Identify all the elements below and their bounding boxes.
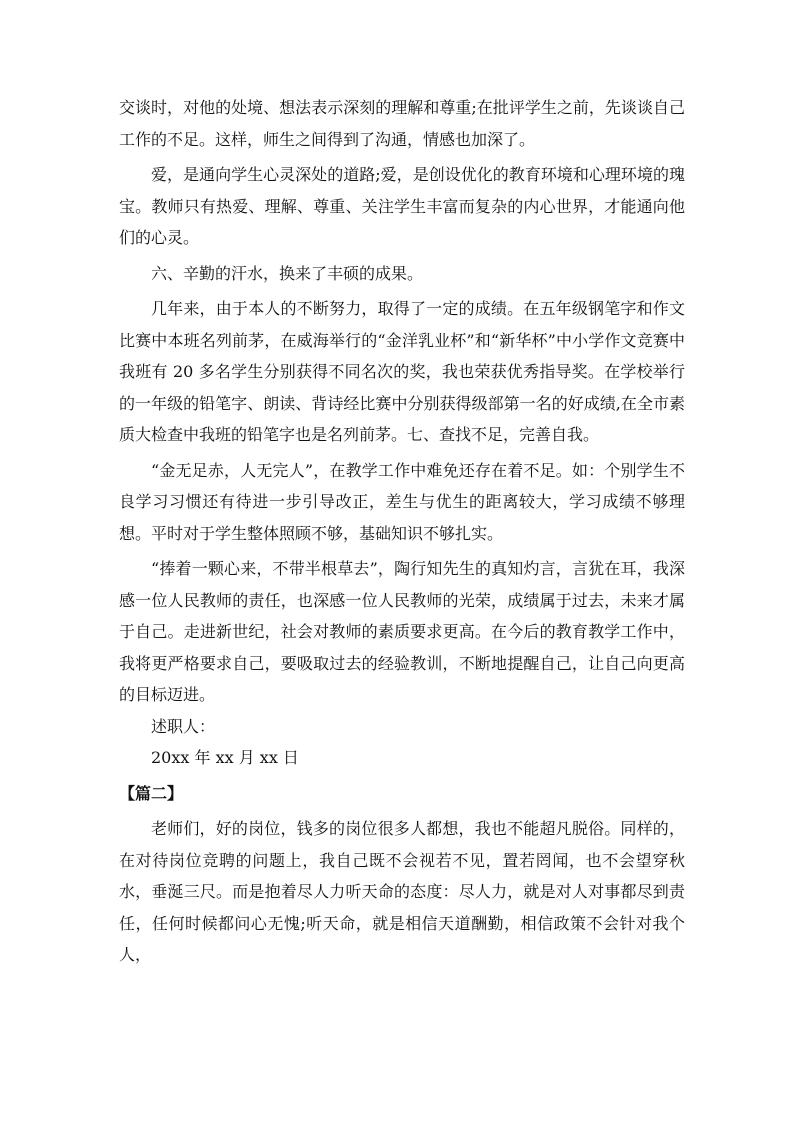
paragraph-continuation: 交谈时，对他的处境、想法表示深刻的理解和尊重;在批评学生之前，先谈谈自己工作的不足。这样，师生之间得到了沟通，情感也加深了。 <box>119 98 685 149</box>
signature-label: 述职人： <box>151 716 216 736</box>
paragraph-part-two: 老师们，好的岗位，钱多的岗位很多人都想，我也不能超凡脱俗。同样的，在对待岗位竞聘的问题上，我自己既不会视若不见，置若罔闻，也不会望穿秋水，垂涎三尺。而是抱着尽人力听天命的态度：尽人力，就是对人对事都尽到责任，任何时候都问心无愧;听天命，就是相信天道酬勤，相信政策不会针对我个人， <box>119 819 685 964</box>
paragraph-conclusion: “捧着一颗心来，不带半根草去”，陶行知先生的真知灼言，言犹在耳，我深感一位人民教师的责任，也深感一位人民教师的光荣，成绩属于过去，未来才属于自己。走进新世纪，社会对教师的素质要求更高。在今后的教育教学工作中，我将更严格要求自己，要吸取过去的经验教训，不断地提醒自己，让自己向更高的目标迈进。 <box>119 559 685 704</box>
paragraph-love: 爱，是通向学生心灵深处的道路;爱，是创设优化的教育环境和心理环境的瑰宝。教师只有热爱、理解、尊重、关注学生丰富而复杂的内心世界，才能通向他们的心灵。 <box>119 165 685 247</box>
document-page <box>119 92 685 971</box>
date-line: 20xx 年 xx 月 xx 日 <box>151 748 299 767</box>
section-heading: 【篇二】 <box>119 783 184 803</box>
paragraph-achievements: 几年来，由于本人的不断努力，取得了一定的成绩。在五年级钢笔字和作文比赛中本班名列前茅，在威海举行的“金洋乳业杯”和“新华杯”中小学作文竞赛中我班有 20 多名学生分别获得不同名次的奖，我也荣获优秀指导奖。在学校举行的一年级的铅笔字、朗读、背诗经比赛中分别获得级部第一名的好成绩,在全市素质大检查中我班的铅笔字也是名列前茅。七、查找不足，完善自我。 <box>119 299 685 444</box>
paragraph-section-six-heading: 六、辛勤的汗水，换来了丰硕的成果。 <box>151 263 424 283</box>
paragraph-shortcomings: “金无足赤，人无完人”，在教学工作中难免还存在着不足。如：个别学生不良学习习惯还有待进一步引导改正，差生与优生的距离较大，学习成绩不够理想。平时对于学生整体照顾不够，基础知识不够扎实。 <box>119 460 685 543</box>
